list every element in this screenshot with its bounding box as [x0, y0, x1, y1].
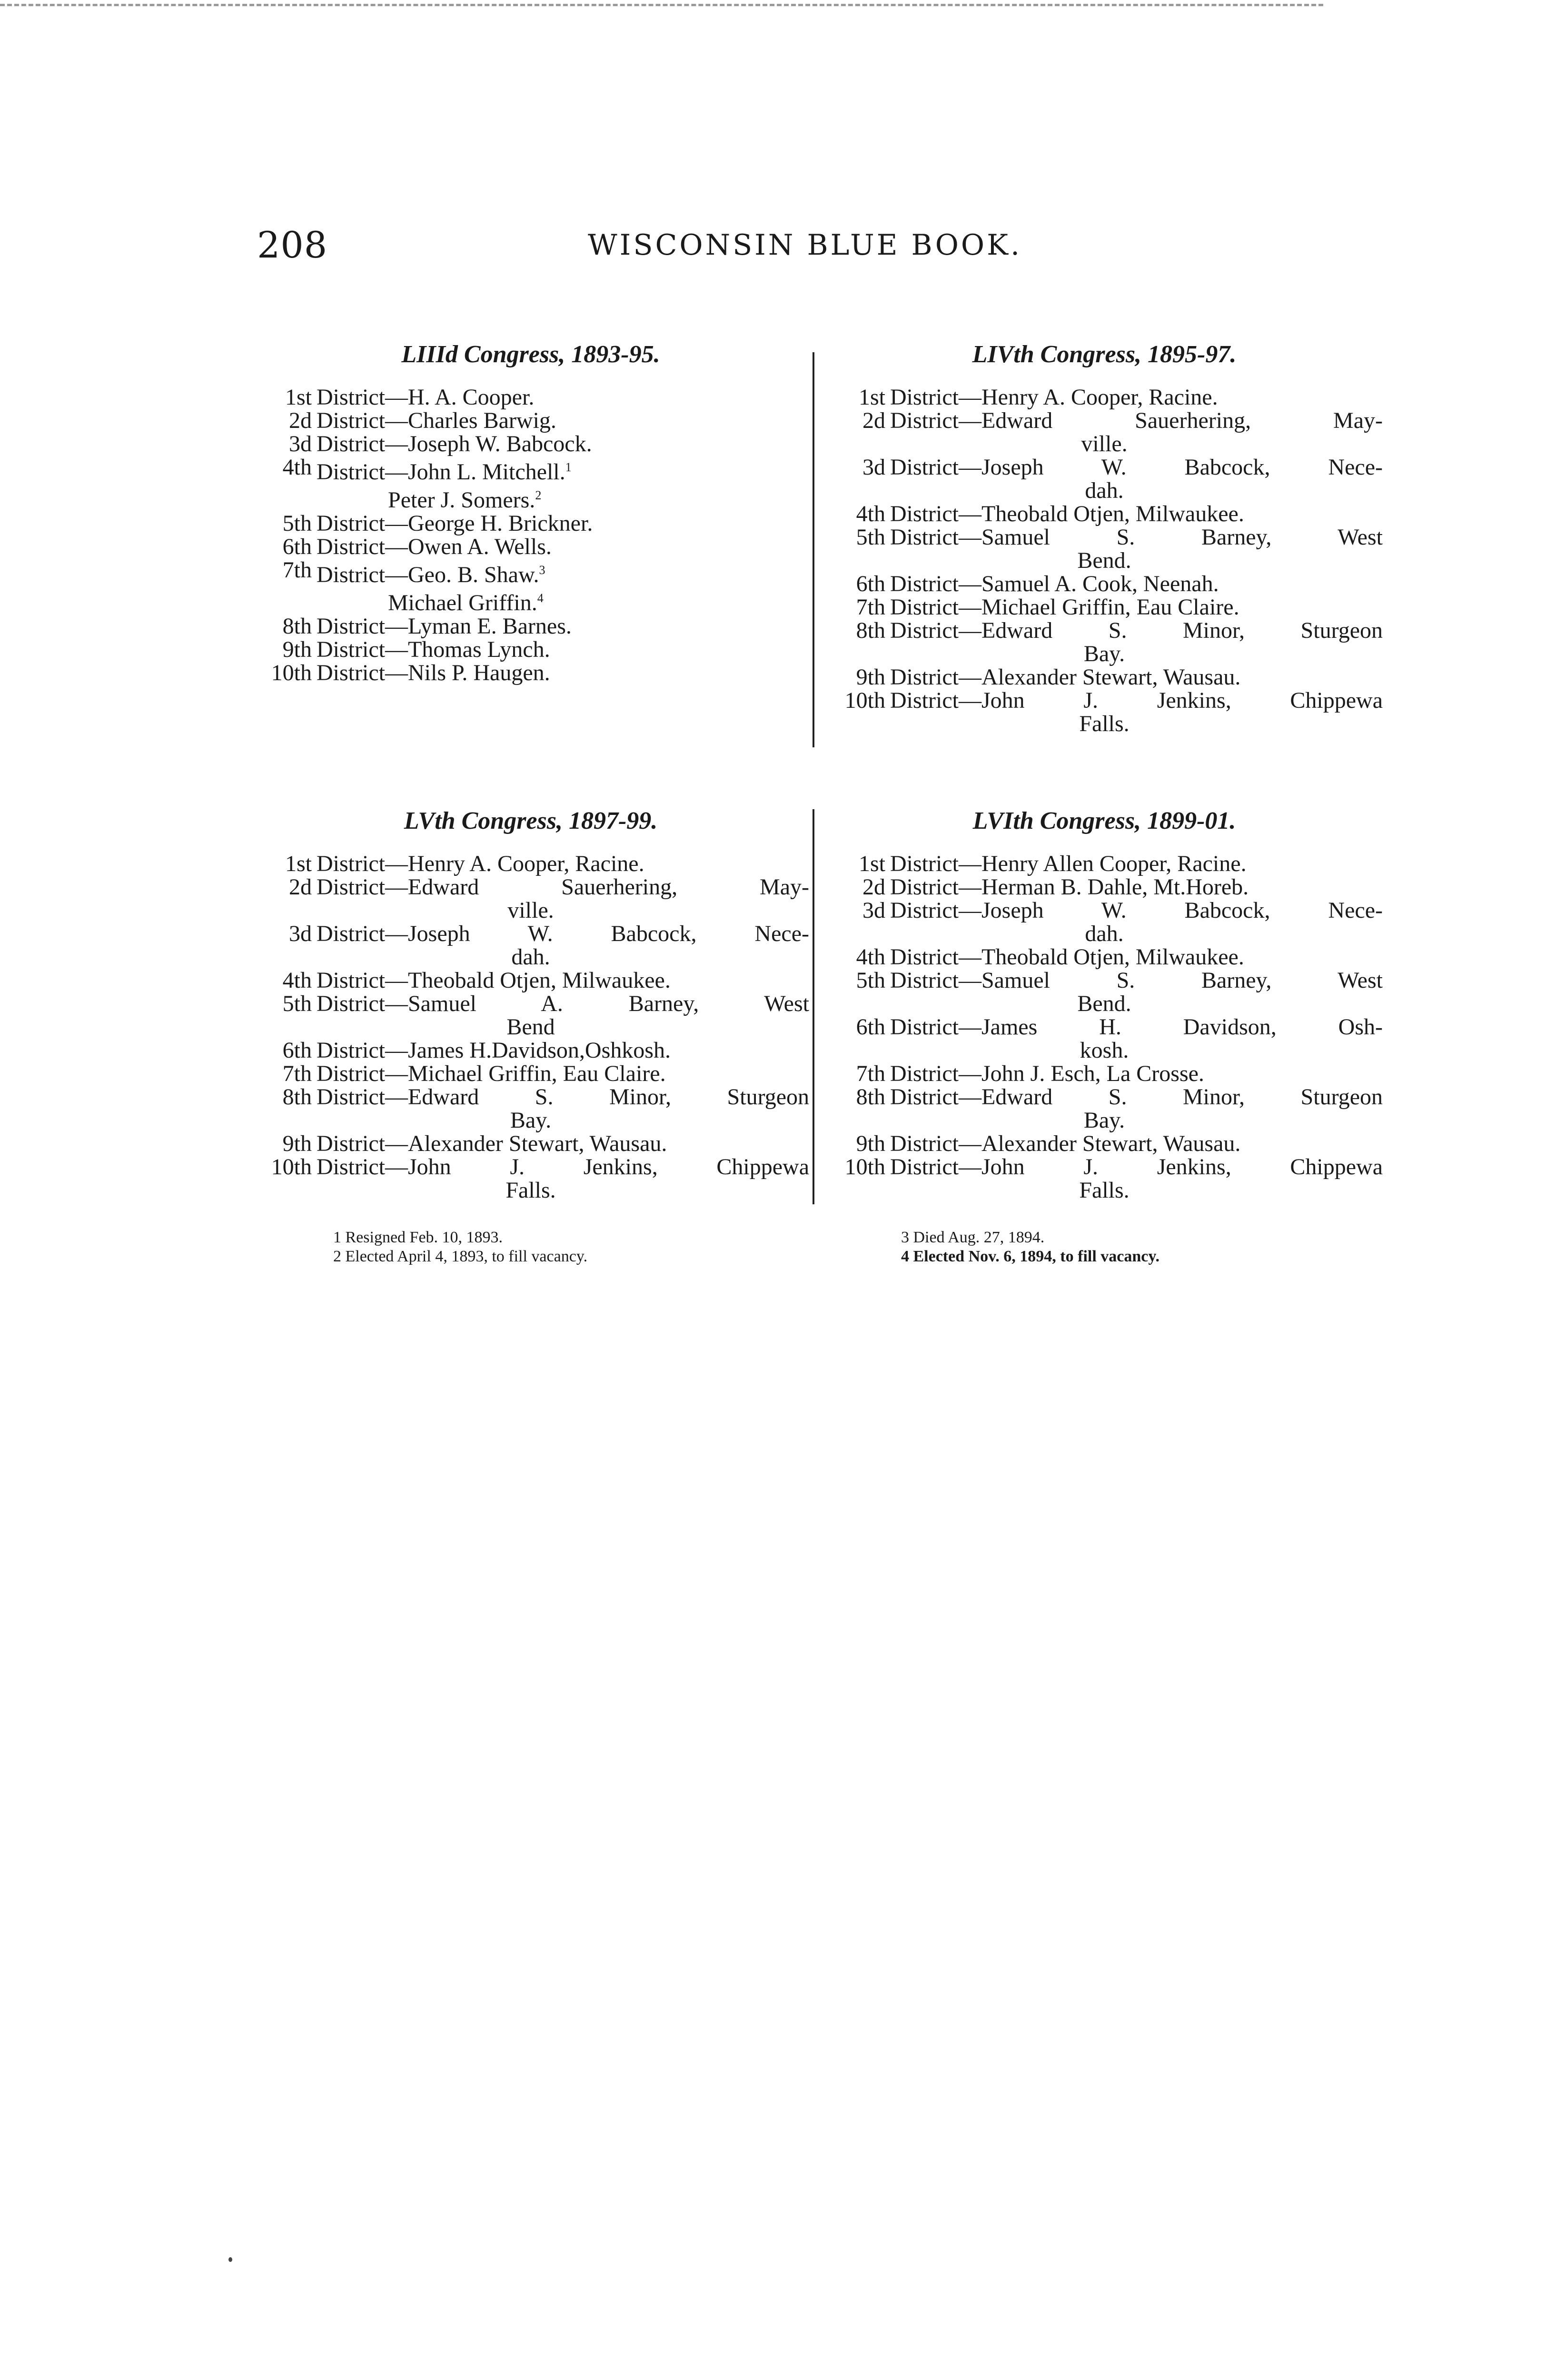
district-entry [826, 665, 1383, 689]
representative-text: District—Joseph W. Babcock, Nece- [317, 921, 809, 946]
district-number: 9th [856, 664, 885, 690]
section-title: LIIId Congress, 1893-95. [401, 341, 660, 368]
district-representative [890, 1085, 1383, 1109]
district-entry [252, 558, 809, 586]
district-entry [826, 619, 1383, 665]
representative-text: District—Herman B. Dahle, Mt.Horeb. [890, 874, 1249, 900]
district-entry [252, 661, 809, 684]
district-entry [826, 1155, 1383, 1202]
representative-text: District—James H.Davidson,Oshkosh. [317, 1038, 671, 1063]
district-representative [317, 638, 809, 661]
representative-text: District—Alexander Stewart, Wausau. [317, 1131, 667, 1156]
district-number: 7th [856, 595, 885, 620]
district-number: 2d [862, 874, 885, 900]
representative-text: District—Thomas Lynch. [317, 637, 550, 662]
district-entry [252, 1062, 809, 1085]
section-title: LIVth Congress, 1895-97. [972, 341, 1237, 368]
representative-text: District—John J. Jenkins, Chippewa [890, 688, 1383, 713]
district-number: 3d [862, 455, 885, 480]
district-representative [890, 875, 1383, 899]
district-representative [317, 661, 809, 684]
representative-text: District—John J. Jenkins, Chippewa [890, 1154, 1383, 1180]
representative-text: District—Henry A. Cooper, Racine. [890, 385, 1218, 410]
footnote-3: 3 Died Aug. 27, 1894. [901, 1229, 1045, 1246]
district-entry [252, 969, 809, 992]
scan-edge-line [0, 4, 1323, 6]
representative-text: District—Theobald Otjen, Milwaukee. [890, 944, 1244, 970]
district-representative [317, 922, 809, 945]
district-entry [826, 456, 1383, 502]
district-number: 1st [858, 851, 885, 876]
district-representative [317, 558, 809, 586]
district-number: 6th [282, 534, 312, 559]
district-entry [826, 945, 1383, 969]
district-entry [252, 1039, 809, 1062]
district-representative [317, 969, 809, 992]
representative-text: District—John L. Mitchell. [317, 459, 565, 485]
footnote-marker: 4 [537, 591, 544, 605]
district-entry [252, 409, 809, 432]
district-entry [252, 535, 809, 558]
representative-text: District—Samuel S. Barney, West [890, 968, 1383, 993]
continuation-text: Falls. [1079, 711, 1130, 736]
district-number: 10th [271, 660, 312, 685]
continuation-text: Falls. [1079, 1178, 1130, 1203]
representative-text: District—Geo. B. Shaw. [317, 562, 539, 587]
representative-text: District—Joseph W. Babcock, Nece- [890, 455, 1383, 480]
representative-text: District—H. A. Cooper. [317, 385, 535, 410]
district-number: 6th [282, 1038, 312, 1063]
district-number: 7th [282, 1061, 312, 1086]
district-representative [890, 945, 1383, 969]
district-representative [890, 689, 1383, 712]
representative-text: District—James H. Davidson, Osh- [890, 1014, 1383, 1040]
representative-text: District—Theobald Otjen, Milwaukee. [317, 968, 671, 993]
district-entry [826, 1015, 1383, 1062]
district-number: 9th [282, 637, 312, 662]
district-entry [252, 1085, 809, 1132]
footnote-2: 2 Elected April 4, 1893, to fill vacancy. [333, 1248, 588, 1265]
district-representative [317, 586, 809, 615]
district-number: 1st [285, 851, 312, 876]
district-representative [317, 1039, 809, 1062]
representative-text: District—Edward S. Minor, Sturgeon [890, 1084, 1383, 1110]
continuation-text: ville. [507, 898, 554, 923]
representative-text: District—John J. Esch, La Crosse. [890, 1061, 1204, 1086]
district-entry [826, 899, 1383, 945]
district-entry [252, 1155, 809, 1202]
district-number: 4th [856, 944, 885, 970]
district-number [252, 484, 317, 512]
district-entry [826, 852, 1383, 875]
district-representative [890, 502, 1383, 526]
representative-text: District—Theobald Otjen, Milwaukee. [890, 501, 1244, 526]
column-divider-top [813, 352, 814, 747]
scan-speck [228, 2257, 232, 2262]
district-representative [317, 484, 809, 512]
representative-text: District—Edward Sauerhering, May- [890, 408, 1383, 433]
district-representative [890, 409, 1383, 432]
district-entry [252, 852, 809, 875]
district-entry [826, 875, 1383, 899]
continuation-text: Bend. [1077, 991, 1131, 1016]
district-entry [252, 456, 809, 484]
district-entry [252, 484, 809, 512]
district-number: 9th [282, 1131, 312, 1156]
district-representative [317, 875, 809, 899]
continuation-text: Bend. [1077, 548, 1131, 573]
continuation-text: ville. [1081, 431, 1128, 456]
district-entry [826, 1132, 1383, 1155]
district-number: 5th [856, 968, 885, 993]
representative-text: District—Nils P. Haugen. [317, 660, 550, 685]
district-representative [890, 572, 1383, 595]
continuation-text: Falls. [505, 1178, 556, 1203]
district-entry [252, 386, 809, 409]
district-entry [252, 512, 809, 535]
page-header [257, 224, 1047, 281]
district-number: 8th [282, 1084, 312, 1110]
district-number: 3d [289, 431, 312, 456]
representative-text: Peter J. Somers. [388, 487, 535, 513]
district-representative [890, 1015, 1383, 1039]
district-number: 6th [856, 571, 885, 596]
page-number: 208 [257, 224, 328, 266]
district-number: 10th [271, 1154, 312, 1180]
representative-text: District—Samuel A. Cook, Neenah. [890, 571, 1219, 596]
district-number: 2d [289, 874, 312, 900]
representative-text: District—Alexander Stewart, Wausau. [890, 664, 1241, 690]
district-representative [317, 615, 809, 638]
district-representative [317, 512, 809, 535]
district-number: 3d [289, 921, 312, 946]
district-representative [317, 409, 809, 432]
district-representative [317, 1132, 809, 1155]
representative-text: District—Edward S. Minor, Sturgeon [890, 618, 1383, 643]
district-representative [890, 456, 1383, 479]
district-entry [252, 875, 809, 922]
section-title: LVth Congress, 1897-99. [404, 807, 658, 834]
district-number: 4th [282, 455, 312, 480]
column-divider-bottom [813, 809, 814, 1204]
district-number: 6th [856, 1014, 885, 1040]
district-entry [252, 638, 809, 661]
representative-text: District—Joseph W. Babcock, Nece- [890, 898, 1383, 923]
district-representative [890, 1132, 1383, 1155]
district-entry [826, 1085, 1383, 1132]
district-number: 8th [282, 614, 312, 639]
district-number: 8th [856, 618, 885, 643]
district-entry [826, 572, 1383, 595]
section-56th-congress [826, 800, 1383, 1202]
district-representative [890, 595, 1383, 619]
representative-text: District—Henry Allen Cooper, Racine. [890, 851, 1247, 876]
district-entry [826, 689, 1383, 735]
district-representative [317, 1155, 809, 1179]
district-number: 4th [856, 501, 885, 526]
district-number: 10th [844, 1154, 885, 1180]
representative-text: District—Samuel A. Barney, West [317, 991, 809, 1016]
representative-text: District—Lyman E. Barnes. [317, 614, 572, 639]
district-representative [890, 386, 1383, 409]
district-representative [317, 432, 809, 456]
continuation-text: Bay. [1083, 1108, 1125, 1133]
district-number: 8th [856, 1084, 885, 1110]
district-representative [317, 992, 809, 1015]
footnote-marker: 1 [565, 460, 572, 474]
district-number: 5th [856, 525, 885, 550]
district-number: 7th [856, 1061, 885, 1086]
representative-text: District—Owen A. Wells. [317, 534, 552, 559]
section-54th-congress [826, 333, 1383, 735]
district-entry [252, 586, 809, 615]
representative-text: District—Edward S. Minor, Sturgeon [317, 1084, 809, 1110]
district-entry [252, 432, 809, 456]
district-representative [890, 852, 1383, 875]
continuation-text: Bay. [1083, 641, 1125, 666]
district-entry [826, 502, 1383, 526]
district-representative [317, 535, 809, 558]
district-number: 2d [862, 408, 885, 433]
representative-text: District—Edward Sauerhering, May- [317, 874, 809, 900]
district-number: 3d [862, 898, 885, 923]
district-representative [890, 526, 1383, 549]
district-representative [890, 899, 1383, 922]
section-55th-congress [252, 800, 809, 1202]
representative-text: District—Joseph W. Babcock. [317, 431, 592, 456]
district-number: 7th [282, 557, 312, 583]
footnotes-left [333, 1228, 587, 1266]
continuation-text: kosh. [1080, 1038, 1129, 1063]
district-representative [890, 665, 1383, 689]
district-representative [317, 852, 809, 875]
running-title: WISCONSIN BLUE BOOK. [588, 228, 1022, 262]
district-representative [317, 1062, 809, 1085]
representative-text: District—Henry A. Cooper, Racine. [317, 851, 644, 876]
district-number: 1st [285, 385, 312, 410]
representative-text: District—Michael Griffin, Eau Claire. [890, 595, 1239, 620]
footnote-1: 1 Resigned Feb. 10, 1893. [333, 1229, 503, 1246]
footnotes-right [901, 1228, 1160, 1266]
continuation-text: Bend [506, 1014, 555, 1040]
district-representative [317, 386, 809, 409]
district-representative [890, 1062, 1383, 1085]
district-number: 5th [282, 511, 312, 536]
district-entry [252, 615, 809, 638]
section-title: LVIth Congress, 1899-01. [972, 807, 1236, 834]
district-representative [317, 456, 809, 484]
continuation-text: dah. [511, 944, 550, 970]
district-number: 2d [289, 408, 312, 433]
representative-text: District—George H. Brickner. [317, 511, 593, 536]
district-representative [317, 1085, 809, 1109]
district-representative [890, 619, 1383, 642]
district-entry [826, 969, 1383, 1015]
district-number: 9th [856, 1131, 885, 1156]
district-number: 4th [282, 968, 312, 993]
continuation-text: Bay. [510, 1108, 552, 1133]
continuation-text: dah. [1085, 921, 1124, 946]
district-number: 5th [282, 991, 312, 1016]
district-entry [252, 1132, 809, 1155]
district-number: 10th [844, 688, 885, 713]
district-entry [826, 595, 1383, 619]
district-representative [890, 1155, 1383, 1179]
representative-text: District—John J. Jenkins, Chippewa [317, 1154, 809, 1180]
footnote-marker: 3 [539, 563, 545, 577]
district-entry [826, 526, 1383, 572]
section-53rd-congress [252, 333, 809, 684]
district-representative [890, 969, 1383, 992]
district-entry [252, 922, 809, 969]
footnote-4: 4 Elected Nov. 6, 1894, to fill vacancy. [901, 1248, 1160, 1265]
district-entry [252, 992, 809, 1039]
district-entry [826, 386, 1383, 409]
representative-text: District—Alexander Stewart, Wausau. [890, 1131, 1241, 1156]
district-number: 1st [858, 385, 885, 410]
district-number [252, 586, 317, 615]
representative-text: District—Charles Barwig. [317, 408, 556, 433]
representative-text: District—Michael Griffin, Eau Claire. [317, 1061, 666, 1086]
district-entry [826, 409, 1383, 456]
footnote-marker: 2 [535, 488, 542, 502]
continuation-text: dah. [1085, 478, 1124, 503]
representative-text: Michael Griffin. [388, 590, 537, 615]
district-entry [826, 1062, 1383, 1085]
representative-text: District—Samuel S. Barney, West [890, 525, 1383, 550]
